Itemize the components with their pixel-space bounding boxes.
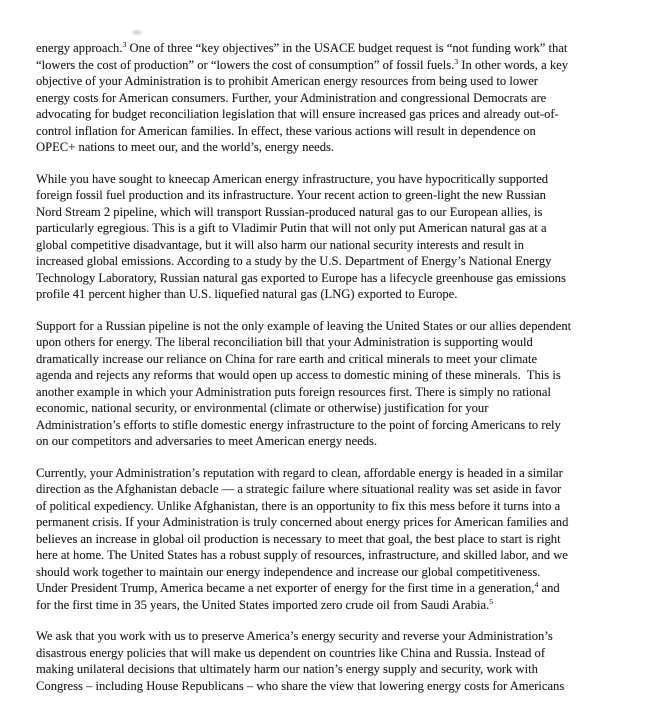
text-line: profile 41 percent higher than U.S. liquefied natural gas (LNG) exported to Europe. [36,287,458,301]
text-line: should work together to maintain our energy independence and increase our global competitiveness. [36,564,541,579]
footnote-marker: 3 [454,56,459,66]
text-line: for the first time in 35 years, the United States imported zero crude oil from Saudi Arabia.$^5$ [36,596,494,612]
text-line: making unilateral decisions that ultimately harm our nation’s energy supply and security, work with [36,662,538,676]
text-line: Under President Trump, America became a net exporter of energy for the first time in a generation,$^4$ and [36,579,560,595]
text-line: Congress – including House Republicans – who share the view that lowering energy costs for Americans [36,678,565,693]
paragraph-2 [36,171,642,303]
text-line: Currently, your Administration’s reputation with regard to clean, affordable energy is headed in a similar [36,465,563,480]
text-line: While you have sought to kneecap American energy infrastructure, you have hypocritically supported [36,171,549,186]
text-line: energy approach.$^3$ One of three “key objectives” in the USACE budget request is “not funding work” that [36,39,568,55]
text-line: Nord Stream 2 pipeline, which will transport Russian-produced natural gas to our European allies, is [36,204,543,219]
text-line: control inflation for American families. In effect, these various actions will result in dependence on [36,123,536,138]
text-line: disastrous energy policies that will make us dependent on countries like China and Russia. Instead of [36,645,546,660]
text-line: agenda and rejects any reforms that would open up access to domestic mining of these minerals. This is [36,368,561,382]
text-line: upon others for energy. The liberal reconciliation bill that your Administration is supporting would [36,335,533,349]
footnote-marker: 3 [122,39,127,49]
text-line: advocating for budget reconciliation legislation that will ensure increased gas prices and already out-of- [36,107,559,121]
text-line: We ask that you work with us to preserve America’s energy security and reverse your Administration’s [36,629,553,643]
text-line: economic, national security, or environmental (climate or otherwise) justification for your [36,401,489,415]
text-line: “lowers the cost of production” or “lowers the cost of consumption” of fossil fuels.$^3$ In other words, a key [36,56,569,72]
paragraph-1 [36,40,642,156]
text-line: Support for a Russian pipeline is not the only example of leaving the United States or our allies dependent [36,318,572,333]
document-body [36,40,642,709]
footnote-marker: 5 [489,596,494,606]
text-line: permanent crisis. If your Administration is truly concerned about energy prices for American families and [36,515,569,529]
text-line: Administration’s efforts to stifle domestic energy infrastructure to the point of forcing Americans to rely [36,417,561,432]
paragraph-4 [36,465,642,614]
text-line: on our competitors and adversaries to meet American energy needs. [36,434,378,448]
paragraph-5 [36,628,642,694]
text-line: Technology Laboratory, Russian natural gas exported to Europe has a lifecycle greenhouse gas emissions [36,270,566,285]
text-line: here at home. The United States has a robust supply of resources, infrastructure, and skilled labor, and we [36,548,568,562]
scan-artifact [131,29,143,36]
text-line: dramatically increase our reliance on China for rare earth and critical minerals to meet your climate [36,351,538,366]
text-line: increased global emissions. According to a study by the U.S. Department of Energy’s National Energy [36,254,552,268]
text-line: objective of your Administration is to prohibit American energy resources from being used to lower [36,74,539,88]
text-line: OPEC+ nations to meet our, and the world’s, energy needs. [36,140,335,154]
text-line: believes an increase in global oil production is necessary to meet that goal, the best place to start is right [36,531,561,546]
text-line: another example in which your Administration puts foreign resources first. There is simply no rational [36,384,551,399]
footnote-marker: 4 [534,579,539,589]
paragraph-3 [36,318,642,450]
text-line: energy costs for American consumers. Further, your Administration and congressional Democrats are [36,90,547,105]
text-line: foreign fossil fuel production and its infrastructure. Your recent action to green-light the new Russian [36,188,546,202]
text-line: particularly egregious. This is a gift to Vladimir Putin that will not only put American natural gas at a [36,221,547,235]
text-line: direction as the Afghanistan debacle — a strategic failure where situational reality was set aside in favor [36,482,562,496]
text-line: global competitive disadvantage, but it will also harm our national security interests and result in [36,237,524,252]
text-line: of political expediency. Unlike Afghanistan, there is an opportunity to fix this mess before it turns into a [36,498,561,513]
